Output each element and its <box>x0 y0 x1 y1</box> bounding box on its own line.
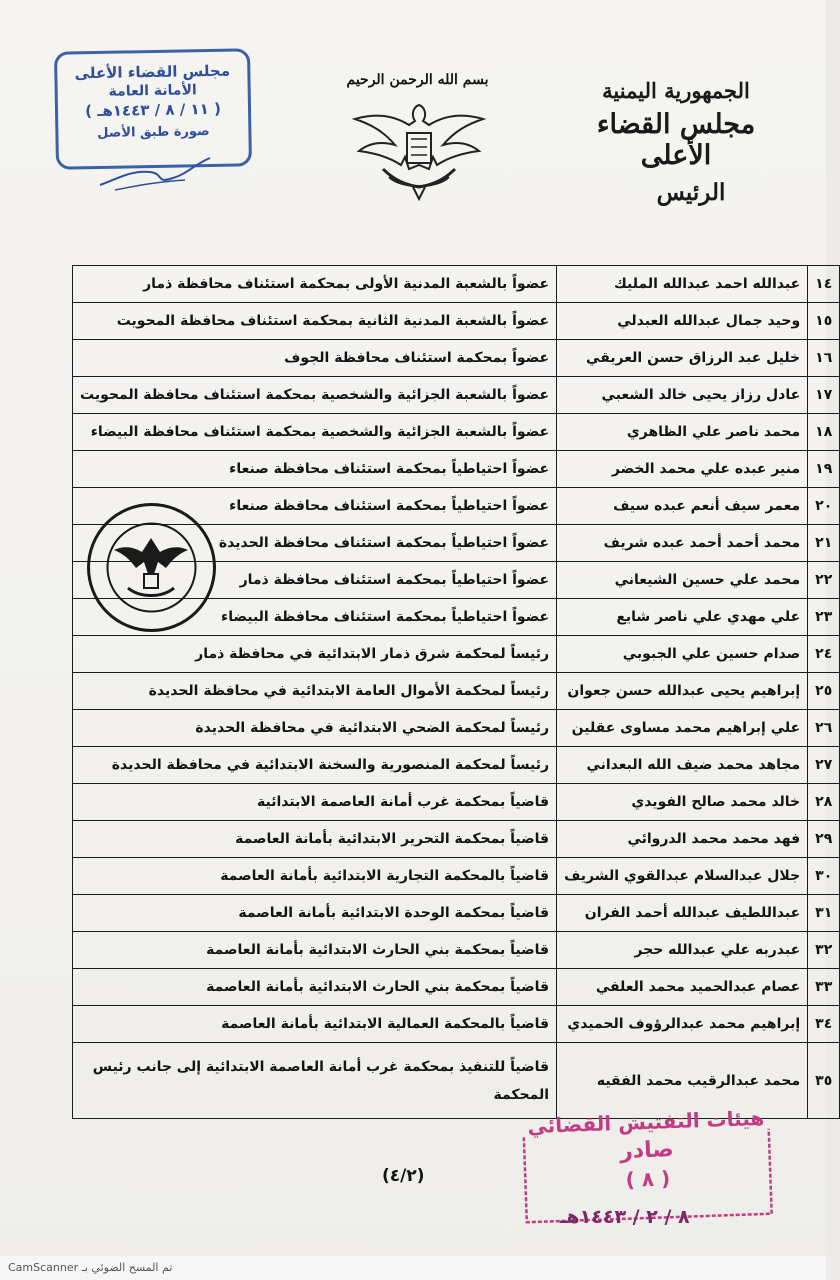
row-number: ٢٦ <box>808 710 840 747</box>
row-number: ٢٣ <box>808 599 840 636</box>
judge-position: عضواً بالشعبة الجزائية والشخصية بمحكمة استئناف محافظة البيضاء <box>73 414 557 451</box>
table-row <box>73 784 840 821</box>
judge-position: قاضياً بمحكمة الوحدة الابتدائية بأمانة العاصمة <box>73 895 557 932</box>
row-number: ١٨ <box>808 414 840 451</box>
republic-title: الجمهورية اليمنية <box>602 78 750 103</box>
table-row <box>73 710 840 747</box>
judge-position: قاضياً بمحكمة غرب أمانة العاصمة الابتدائية <box>73 784 557 821</box>
judge-name: معمر سيف أنعم عبده سيف <box>557 488 808 525</box>
judge-name: مجاهد محمد ضيف الله البعداني <box>557 747 808 784</box>
judge-position: عضواً بمحكمة استئناف محافظة الجوف <box>73 340 557 377</box>
row-number: ٢٢ <box>808 562 840 599</box>
president-title: الرئيس <box>656 179 726 206</box>
row-number: ١٥ <box>808 303 840 340</box>
judge-position: قاضياً للتنفيذ بمحكمة غرب أمانة العاصمة الابتدائية إلى جانب رئيس المحكمة <box>73 1043 557 1119</box>
judge-position: عضواً احتياطياً بمحكمة استئناف محافظة صنعاء <box>73 451 557 488</box>
judge-position: عضواً بالشعبة المدنية الثانية بمحكمة استئناف محافظة المحويت <box>73 303 557 340</box>
table-row <box>73 932 840 969</box>
judge-name: عصام عبدالحميد محمد العلفي <box>557 969 808 1006</box>
scanner-footer <box>0 1256 826 1280</box>
camscanner-label: تم المسح الضوئي بـ CamScanner <box>8 1261 173 1274</box>
table-row <box>73 673 840 710</box>
row-number: ٢٨ <box>808 784 840 821</box>
judge-position: عضواً احتياطياً بمحكمة استئناف محافظة البيضاء <box>73 599 557 636</box>
council-copy-stamp: مجلس القضاء الأعلى الأمانة العامة ( ١١ / ٨ / ١٤٤٣هـ ) صورة طبق الأصل <box>54 48 252 169</box>
row-number: ٣١ <box>808 895 840 932</box>
basmala: بسم الله الرحمن الرحيم <box>346 72 489 88</box>
judge-name: محمد أحمد أحمد عبده شريف <box>557 525 808 562</box>
table-row <box>73 340 840 377</box>
judge-name: خالد محمد صالح الفويدي <box>557 784 808 821</box>
row-number: ٢٧ <box>808 747 840 784</box>
table-row <box>73 451 840 488</box>
table-row <box>73 414 840 451</box>
judge-position: رئيساً لمحكمة الضحي الابتدائية في محافظة الحديدة <box>73 710 557 747</box>
table-row <box>73 821 840 858</box>
table-row <box>73 747 840 784</box>
page-number: (٤/٢) <box>382 1166 425 1186</box>
table-row <box>73 1006 840 1043</box>
table-row <box>73 895 840 932</box>
judge-name: جلال عبدالسلام عبدالقوي الشريف <box>557 858 808 895</box>
judge-position: قاضياً بالمحكمة العمالية الابتدائية بأمانة العاصمة <box>73 1006 557 1043</box>
table-row <box>73 303 840 340</box>
judge-position: عضواً بالشعبة الجزائية والشخصية بمحكمة استئناف محافظة المحويت <box>73 377 557 414</box>
row-number: ١٧ <box>808 377 840 414</box>
table-row <box>73 266 840 303</box>
row-number: ١٦ <box>808 340 840 377</box>
judge-position: قاضياً بمحكمة بني الحارث الابتدائية بأمانة العاصمة <box>73 969 557 1006</box>
table-row <box>73 969 840 1006</box>
table-row <box>73 858 840 895</box>
judge-name: إبراهيم محمد عبدالرؤوف الحميدي <box>557 1006 808 1043</box>
row-number: ٣٢ <box>808 932 840 969</box>
judge-position: عضواً بالشعبة المدنية الأولى بمحكمة استئناف محافظة ذمار <box>73 266 557 303</box>
judge-name: محمد علي حسين الشيعاني <box>557 562 808 599</box>
inspection-stamp: هيئات التفتيش القضائي صادر ( ٨ ) <box>518 1104 777 1233</box>
judge-position: عضواً احتياطياً بمحكمة استئناف محافظة الحديدة <box>73 525 557 562</box>
table-row <box>73 636 840 673</box>
round-seal-stamp <box>84 500 219 635</box>
judge-position: قاضياً بالمحكمة التجارية الابتدائية بأمانة العاصمة <box>73 858 557 895</box>
judge-position: عضواً احتياطياً بمحكمة استئناف محافظة ذمار <box>73 562 557 599</box>
row-number: ١٤ <box>808 266 840 303</box>
judge-name: فهد محمد محمد الدروائي <box>557 821 808 858</box>
judge-name: عبداللطيف عبدالله أحمد الفران <box>557 895 808 932</box>
judge-name: علي مهدي علي ناصر شايع <box>557 599 808 636</box>
council-title: مجلس القضاء الأعلى <box>596 109 756 171</box>
judge-position: قاضياً بمحكمة التحرير الابتدائية بأمانة العاصمة <box>73 821 557 858</box>
judge-name: عبدالله احمد عبدالله المليك <box>557 266 808 303</box>
row-number: ٢١ <box>808 525 840 562</box>
judges-table <box>72 265 840 1119</box>
row-number: ٣٠ <box>808 858 840 895</box>
row-number: ٢٥ <box>808 673 840 710</box>
judge-position: رئيساً لمحكمة الأموال العامة الابتدائية في محافظة الحديدة <box>73 673 557 710</box>
judge-name: عادل رزاز يحيى خالد الشعبي <box>557 377 808 414</box>
judge-name: صدام حسين علي الجبوبي <box>557 636 808 673</box>
judge-position: قاضياً بمحكمة بني الحارث الابتدائية بأمانة العاصمة <box>73 932 557 969</box>
row-number: ٢٩ <box>808 821 840 858</box>
judge-name: إبراهيم يحيى عبدالله حسن جعوان <box>557 673 808 710</box>
judge-position: عضواً احتياطياً بمحكمة استئناف محافظة صنعاء <box>73 488 557 525</box>
judge-position: رئيساً لمحكمة المنصورية والسخنة الابتدائية في محافظة الحديدة <box>73 747 557 784</box>
judge-name: وحيد جمال عبدالله العبدلي <box>557 303 808 340</box>
judge-name: علي إبراهيم محمد مساوى عقلين <box>557 710 808 747</box>
judge-name: محمد عبدالرقيب محمد الفقيه <box>557 1043 808 1119</box>
judge-name: منير عبده علي محمد الخضر <box>557 451 808 488</box>
letterhead <box>586 78 766 206</box>
judge-name: محمد ناصر علي الظاهري <box>557 414 808 451</box>
row-number: ٣٤ <box>808 1006 840 1043</box>
row-number: ٢٤ <box>808 636 840 673</box>
row-number: ٣٣ <box>808 969 840 1006</box>
judge-position: رئيساً لمحكمة شرق ذمار الابتدائية في محافظة ذمار <box>73 636 557 673</box>
row-number: ٢٠ <box>808 488 840 525</box>
table-row <box>73 377 840 414</box>
row-number: ٣٥ <box>808 1043 840 1119</box>
inspection-date: ٨ / ٢ / ١٤٤٣هـ <box>560 1206 690 1228</box>
row-number: ١٩ <box>808 451 840 488</box>
signature <box>95 150 215 195</box>
judge-name: عبدربه علي عبدالله حجر <box>557 932 808 969</box>
eagle-emblem-icon <box>345 95 493 200</box>
judge-name: خليل عبد الرزاق حسن العريقي <box>557 340 808 377</box>
